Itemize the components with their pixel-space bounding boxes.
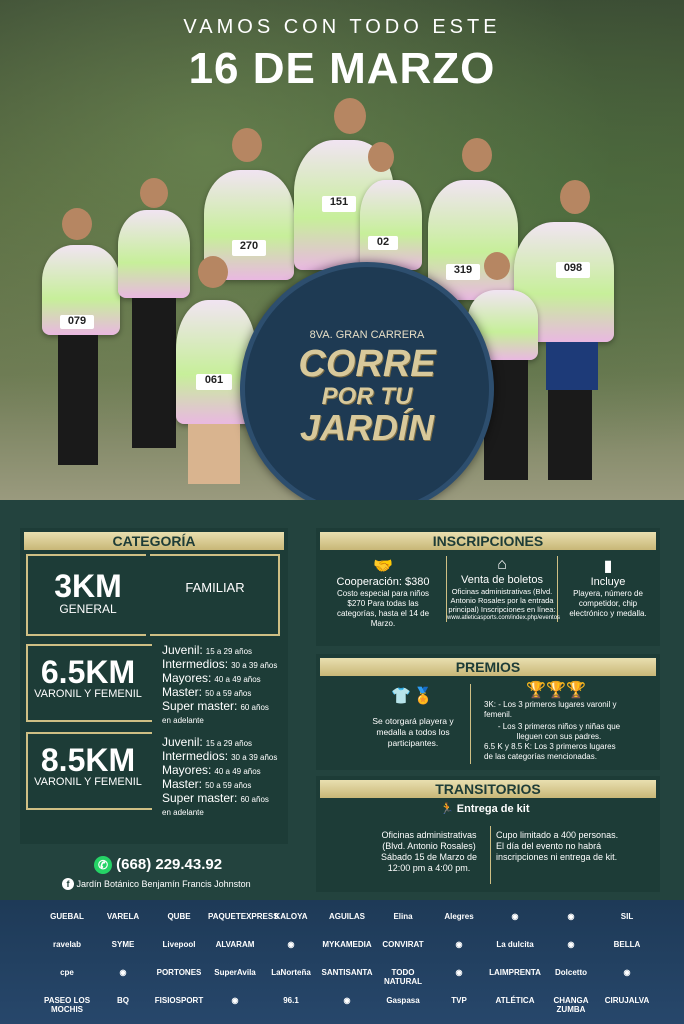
sponsor-logo: PASEO LOS MOCHIS <box>43 996 91 1014</box>
sponsor-logo: LaNorteña <box>271 968 311 977</box>
sponsor-logo: ravelab <box>52 940 82 949</box>
sponsor-logo: PORTONES <box>156 968 202 977</box>
sponsor-logo: AGUILAS <box>329 912 365 921</box>
medal-icon: 🏅 <box>413 688 433 705</box>
incluye: ▮ Incluye Playera, número de competidor, chip electrónico y medalla. <box>569 558 647 618</box>
venta-boletos: ⌂ Venta de boletos Oficinas administrativas (Blvd. Antonio Rosales por la entrada principal) Inscripciones en línea: www.atleticasports.com/index.php/eventos <box>447 556 561 621</box>
event-name-line2: POR TU <box>321 383 413 410</box>
transitorios-left: Oficinas administrativas (Blvd. Antonio Rosales) Sábado 15 de Marzo de 12:00 pm a 4:00 pm. <box>380 830 478 873</box>
sponsor-logo: cpe <box>60 968 74 977</box>
sponsor-logo: Livepool <box>162 940 196 949</box>
premios-left: Se otorgará playera y medalla a todos los participantes. <box>372 716 454 748</box>
sponsor-logo: LAIMPRENTA <box>489 968 541 977</box>
sponsor-logo: SIL <box>620 912 634 921</box>
sponsor-logo: CONVIRAT <box>382 940 424 949</box>
inscripciones-title: INSCRIPCIONES <box>320 532 656 550</box>
house-icon: ⌂ <box>497 556 507 573</box>
sponsor-logo: ◉ <box>455 940 463 949</box>
sponsor-logo: VARELA <box>106 912 140 921</box>
sponsor-logo: SuperAvila <box>214 968 256 977</box>
sponsor-logo: ◉ <box>343 996 351 1005</box>
bag-icon: ▮ <box>603 558 613 575</box>
sponsor-logo: ◉ <box>287 940 295 949</box>
bib-number: 02 <box>368 236 398 250</box>
info-panel <box>0 500 684 900</box>
bib-number: 270 <box>232 240 266 256</box>
transitorios-right: Cupo limitado a 400 personas. El día del evento no habrá inscripciones ni entrega de kit. <box>496 830 619 862</box>
sponsor-logo: GUEBAL <box>50 912 84 921</box>
sponsor-logo: KALOYA <box>274 912 308 921</box>
category-subtitle: VARONIL Y FEMENIL <box>34 688 142 700</box>
sponsor-logo: QUBE <box>167 912 191 921</box>
sponsor-logo: CHANGA ZUMBA <box>553 996 589 1014</box>
sponsor-logo: Elina <box>393 912 413 921</box>
sponsor-logo: MYKAMEDIA <box>322 940 372 949</box>
sponsor-logo: Gaspasa <box>386 996 420 1005</box>
runner-icon: 🏃 <box>440 803 454 815</box>
category-tag: FAMILIAR <box>185 580 245 595</box>
sponsor-logo: ◉ <box>119 968 127 977</box>
bib-number: 079 <box>60 315 94 329</box>
category-3km <box>26 554 282 642</box>
header-line1: VAMOS CON TODO ESTE <box>183 16 501 38</box>
phone: ✆ (668) 229.43.92 <box>94 856 222 874</box>
sponsor-logo: ◉ <box>567 940 575 949</box>
sponsor-logo: SYME <box>111 940 135 949</box>
categoria-title: CATEGORÍA <box>24 532 284 550</box>
sponsor-logo: ALVARAM <box>215 940 255 949</box>
cooperacion: 🤝 Cooperación: $380 Costo especial para niños $270 Para todas las categorías, hasta el 14 de Marzo. <box>336 558 430 628</box>
trophies-icon: 🏆🏆🏆 <box>526 682 586 699</box>
age-list: Juvenil: 15 a 29 años Intermedios: 30 a 39 años Mayores: 40 a 49 años Master: 50 a 59 años Super master: 60 años en adelante <box>162 735 278 817</box>
sponsor-logo: SANTISANTA <box>321 968 373 977</box>
sponsor-logo: ◉ <box>511 912 519 921</box>
sponsor-logo: Alegres <box>444 912 474 921</box>
premios-right2: - Los 3 primeros niños y niñas que lleguen con sus padres. <box>497 722 621 741</box>
category-distance: 6.5KM <box>40 654 136 690</box>
sponsor-logo: La dulcita <box>496 940 534 949</box>
sponsor-logo: PAQUETEXPRESS <box>208 912 279 921</box>
sponsor-logo: ATLÉTICA <box>495 996 535 1005</box>
sponsor-logo: BELLA <box>613 940 641 949</box>
event-name-line3: JARDÍN <box>299 407 434 448</box>
sponsor-logo: FISIOSPORT <box>154 996 204 1005</box>
bib-number: 098 <box>556 262 590 278</box>
sponsor-strip <box>0 900 684 1024</box>
bib-number: 319 <box>446 264 480 280</box>
premios-right1: 3K: - Los 3 primeros lugares varonil y femenil. <box>484 700 617 719</box>
premios-icons <box>370 686 454 706</box>
event-name-line1: CORRE <box>298 343 436 385</box>
registration-link[interactable]: www.atleticasports.com/index.php/eventos <box>447 615 561 621</box>
kit-heading: 🏃 Entrega de kit <box>440 803 530 815</box>
category-subtitle: GENERAL <box>59 602 117 616</box>
premios-right3: 6.5 K y 8.5 K: Los 3 primeros lugares de las categorías mencionadas. <box>484 742 616 761</box>
sponsor-logo: CIRUJALVA <box>604 996 650 1005</box>
sponsor-logo: TVP <box>451 996 467 1005</box>
sponsor-logo: Dolcetto <box>555 968 587 977</box>
category-distance: 8.5KM <box>40 742 136 778</box>
category-subtitle: VARONIL Y FEMENIL <box>34 776 142 788</box>
bib-number: 151 <box>322 196 356 212</box>
event-edition: 8VA. GRAN CARRERA <box>309 329 425 341</box>
facebook-icon: f <box>62 878 74 890</box>
header-date: 16 DE MARZO <box>188 44 496 93</box>
premios-title: PREMIOS <box>320 658 656 676</box>
sponsor-logo: ◉ <box>567 912 575 921</box>
whatsapp-icon: ✆ <box>94 856 112 874</box>
tshirt-icon: 👕 <box>391 688 411 705</box>
age-list: Juvenil: 15 a 29 años Intermedios: 30 a 39 años Mayores: 40 a 49 años Master: 50 a 59 años Super master: 60 años en adelante <box>162 643 278 725</box>
sponsor-logo: ◉ <box>623 968 631 977</box>
sponsor-logo: ◉ <box>231 996 239 1005</box>
transitorios-title: TRANSITORIOS <box>320 780 656 798</box>
sponsor-logo: BQ <box>117 996 129 1005</box>
event-logo <box>240 262 494 516</box>
sponsor-logo: TODO NATURAL <box>383 968 423 986</box>
sponsor-logo: ◉ <box>455 968 463 977</box>
category-distance: 3KM <box>54 568 122 604</box>
bib-number: 061 <box>196 374 232 390</box>
sponsor-logo: 96.1 <box>283 996 299 1005</box>
facebook: f Jardín Botánico Benjamín Francis Johnston <box>62 878 251 890</box>
hero-photo <box>0 0 684 500</box>
handshake-icon: 🤝 <box>373 558 393 575</box>
